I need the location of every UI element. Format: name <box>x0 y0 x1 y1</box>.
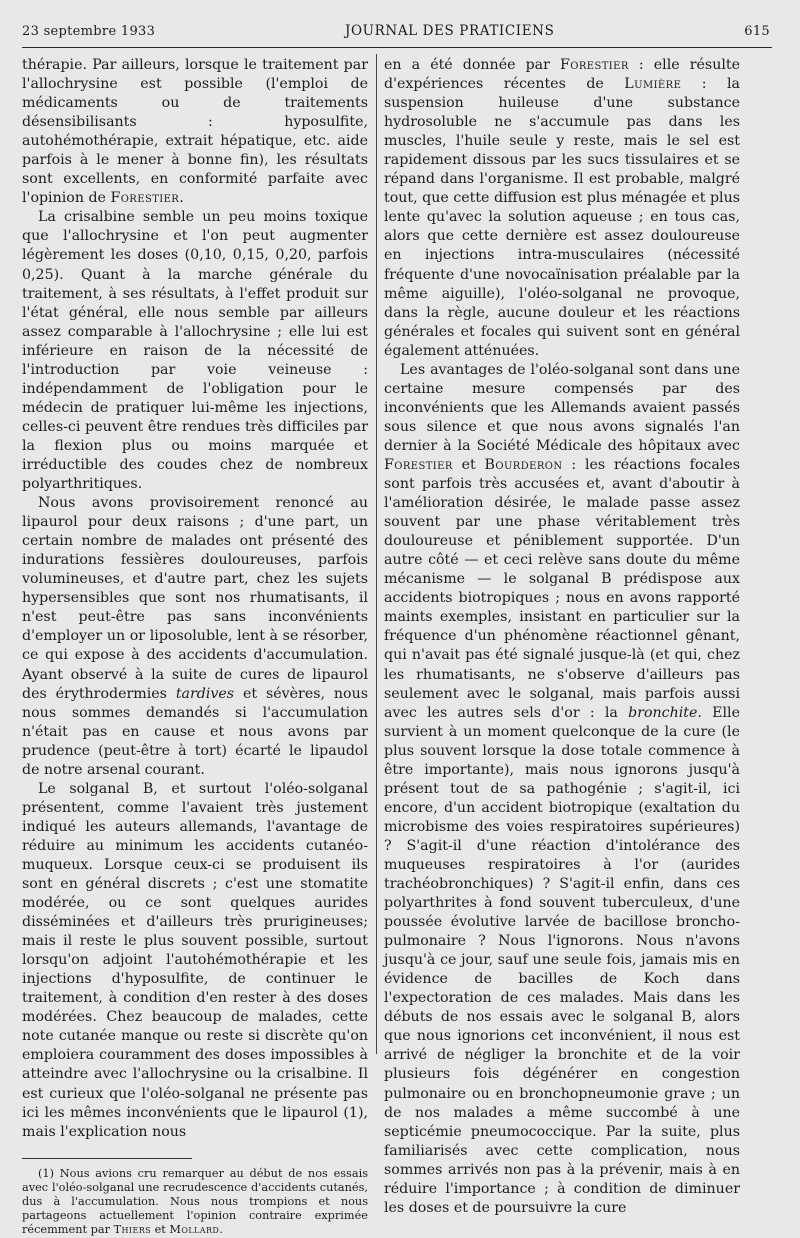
author-name: Lumière <box>624 76 682 93</box>
footnote: (1) Nous avions cru remarquer au début de nos essais avec l'oléo-solganal une recrudescence d'accidents cutanés, dus à l'accumulation. Nous nous trompions et nous partageons actuellement l'opinion contraire exprimée récemment par Thiers et Mollard. <box>22 1166 368 1237</box>
author-name: Forestier <box>110 190 180 207</box>
left-paragraph-4: Le solganal B, et surtout l'oléo-solganal présentent, comme l'avaient très justement indiqué les auteurs allemands, l'avantage de réduire au minimum les accidents cutanéo-muqueux. Lorsque ceux-ci se produisent ils sont en général discrets ; c'est une stomatite modérée, ou ce sont quelques aurides disséminées et d'ailleurs très prurigineuses; mais il reste le plus souvent possible, surtout lorsqu'on adjoint l'autohémothérapie et les injections d'hyposulfite, de continuer le traitement, à condition d'en rester à des doses modérées. Chez beaucoup de malades, cette note cutanée manque ou reste si discrète qu'on emploiera couramment des doses impossibles à atteindre avec l'allochrysine ou la crisalbine. Il est curieux que l'oléo-solganal ne présente pas ici les mêmes inconvénients que le lipaurol (1), mais l'explication nous <box>22 780 368 1140</box>
author-name: Forestier <box>560 57 629 73</box>
header-rule <box>22 47 772 48</box>
footnote-divider <box>22 1158 192 1159</box>
author-name: Thiers <box>113 1223 151 1237</box>
left-paragraph-3: Nous avons provisoirement renoncé au lipaurol pour deux raisons ; d'une part, un certain nombre de malades ont présenté des indurations fessières douloureuses, parfois volumineuses, et d'autre part, chez les sujets hypersensibles que sont nos rhumatisants, il n'est peut-être pas sans inconvénients d'employer un or liposoluble, lent à se résorber, ce qui expose à des accidents d'accumulation. Ayant observé à la suite de cures de lipaurol des érythrodermies tardives et sévères, nous nous sommes demandés si l'accumulation n'était pas en cause et nous avons par prudence (peut-être à tort) écarté le lipaudol de notre arsenal courant. <box>22 495 368 778</box>
page-number: 615 <box>744 23 770 39</box>
author-name: Mollard <box>169 1223 220 1237</box>
column-divider <box>376 54 377 1054</box>
italic-term: tardives <box>175 685 235 702</box>
italic-term: bronchite <box>628 704 698 721</box>
right-paragraph-1: en a été donnée par Forestier : elle résulte d'expériences récentes de Lumière : la suspension huileuse d'une substance hydrosoluble ne s'accumule pas dans les muscles, l'huile seule y reste, mais le sel est rapidement dissous par les sucs tissulaires et se répand dans l'organisme. Il est probable, malgré tout, que cette diffusion est plus ménagée et plus lente qu'avec la solution aqueuse ; en tous cas, alors que cette dernière est assez douloureuse en injections intra-musculaires (nécessité fréquente d'une novocaïnisation préalable par la même aiguille), l'oléo-solganal ne provoque, dans la règle, aucune douleur et les réactions générales et focales qui suivent sont en général également atténuées. <box>384 57 741 359</box>
author-name: Bourderon <box>484 456 563 473</box>
journal-title: JOURNAL DES PRATICIENS <box>345 23 555 39</box>
left-column <box>22 56 368 1238</box>
header-date: 23 septembre 1933 <box>22 23 156 39</box>
left-paragraph-2: La crisalbine semble un peu moins toxique que l'allochrysine et l'on peut augmenter légèrement les doses (0,10, 0,15, 0,20, parfois 0,25). Quant à la marche générale du traitement, à ses résultats, à l'effet produit sur l'état général, elle nous semble par ailleurs assez comparable à l'allochrysine ; elle lui est inférieure en raison de la nécessité de l'introduction par voie veineuse : indépendamment de l'obligation pour le médecin de pratiquer lui-même les injections, celles-ci peuvent être rendues très difficiles par la flexion plus ou moins marquée et irréductible des coudes chez de nombreux polyarthritiques. <box>22 209 368 493</box>
right-column <box>384 56 740 1218</box>
left-paragraph-1: thérapie. Par ailleurs, lorsque le traitement par l'allochrysine est possible (l'emploi de médicaments ou de traitements désensibilisants : hyposulfite, autohémothérapie, extrait hépatique, etc. aide parfois à le mener à bonne fin), les résultats sont excellents, en conformité parfaite avec l'opinion de Forestier. <box>22 57 368 207</box>
author-name: Forestier <box>384 456 453 473</box>
right-paragraph-2: Les avantages de l'oléo-solganal sont dans une certaine mesure compensés par des inconvénients que les Allemands avaient passés sous silence et que nous avons signalés l'an dernier à la Société Médicale des hôpitaux avec Forestier et Bourderon : les réactions focales sont parfois très accusées et, avant d'aboutir à l'amélioration désirée, le malade passe assez souvent par une phase véritablement très douloureuse et péniblement supportée. D'un autre côté — et ceci relève sans doute du même mécanisme — le solganal B prédispose aux accidents biotropiques ; nous en avons rapporté maints exemples, insistant en particulier sur la fréquence d'un phénomène réactionnel gênant, qui n'avait pas été signalé jusque-là (et qui, chez les rhumatisants, ne s'observe d'ailleurs pas seulement avec le solganal, mais parfois aussi avec les autres sels d'or : la bronchite. Elle survient à un moment quelconque de la cure (le plus souvent lorsque la dose totale commence à être importante), mais nous ignorons jusqu'à présent tout de sa pathogénie ; s'agit-il, ici encore, d'un accident biotropique (exaltation du microbisme des voies respiratoires supérieures) ? S'agit-il d'une réaction d'intolérance des muqueuses respiratoires à l'or (aurides trachéobronchiques) ? S'agit-il enfin, dans ces polyarthrites à fond souvent tuberculeux, d'une poussée évolutive larvée de bacillose broncho-pulmonaire ? Nous l'ignorons. Nous n'avons jusqu'à ce jour, sauf une seule fois, jamais mis en évidence de bacilles de Koch dans l'expectoration de ces malades. Mais dans les débuts de nos essais avec le solganal B, alors que nous ignorions cet inconvénient, il nous est arrivé de négliger la bronchite et de la voir plusieurs fois dégénérer en congestion pulmonaire ou en bronchopneumonie grave ; un de nos malades a même succombé à une septicémie pneumococcique. Par la suite, plus familiarisés avec cette complication, nous sommes arrivés non pas à la prévenir, mais à en réduire l'importance ; à condition de diminuer les doses et de poursuivre la cure <box>384 361 741 1216</box>
page-header <box>22 18 770 44</box>
